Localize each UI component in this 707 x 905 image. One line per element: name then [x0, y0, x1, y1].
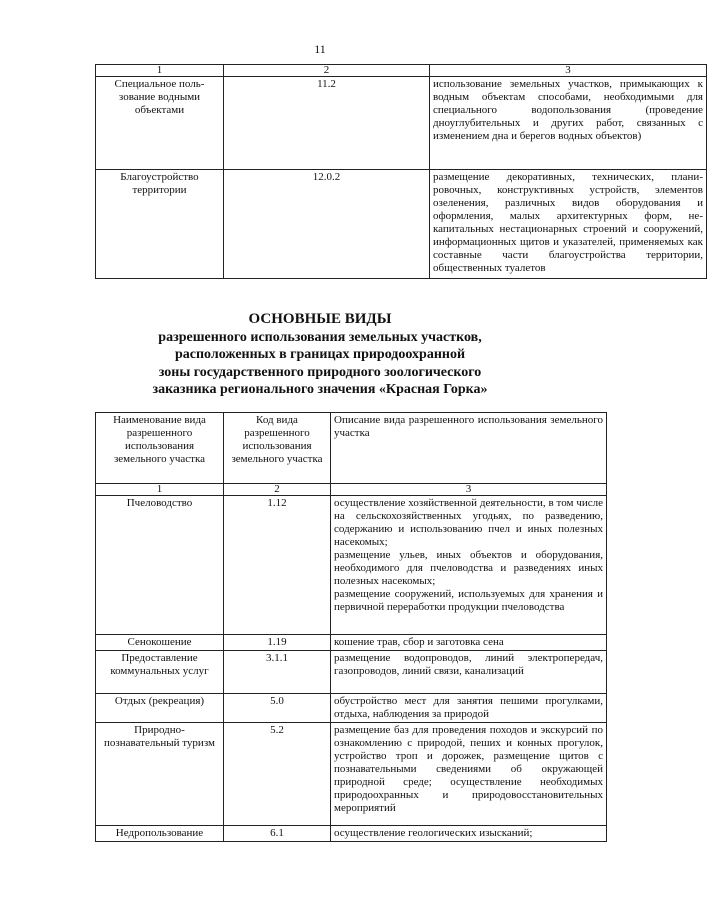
use-type-code: 12.0.2 [224, 170, 430, 279]
use-type-description: осуществление геологических изысканий; [331, 826, 607, 842]
description-paragraph: размещение ульев, иных объектов и оборудования, необходимого для пчеловодства и разведениях иных полезных насекомых; [334, 549, 603, 587]
heading-line: расположенных в границах природоохранной [174, 347, 466, 362]
column-number-row [96, 65, 707, 77]
use-type-name: Пчеловодство [96, 496, 224, 635]
use-type-code: 6.1 [224, 826, 331, 842]
table-header-row [96, 413, 607, 484]
page-number: 11 [314, 42, 326, 56]
use-type-name: Благоустройство территории [96, 170, 224, 279]
column-number: 3 [331, 484, 607, 496]
table-row [96, 635, 607, 651]
table-row [96, 723, 607, 826]
use-type-code: 3.1.1 [224, 651, 331, 694]
table-row [96, 77, 707, 170]
heading-line: разрешенного использования земельных участков, [158, 329, 482, 345]
use-type-name: Специальное пользование водными объектами [96, 77, 224, 170]
column-number: 2 [224, 65, 430, 77]
land-use-table-continued [95, 64, 707, 279]
column-number: 3 [430, 65, 707, 77]
use-type-description: размещение декоративных, технических, планировочных, конструктивных устройств, элементов озеленения, различных видов оборудования и оформления, малых архитектурных форм, некапитальных нестационарных строений и сооружений, информационных щитов и указателей, применяемых как составные части благоустройства территории, общественных туалетов [430, 170, 707, 279]
header-name: Наименование вида разрешенного использования земельного участка [96, 413, 224, 484]
table-row [96, 496, 607, 635]
header-description: Описание вида разрешенного использования земельного участка [331, 413, 607, 484]
section-heading [0, 311, 640, 399]
heading-line: зоны государственного природного зоологического [158, 364, 482, 380]
heading-line: заказника регионального значения «Красная Горка» [152, 382, 488, 397]
use-type-code: 11.2 [224, 77, 430, 170]
description-paragraph: осуществление хозяйственной деятельности, в том числе на сельскохозяйственных угодьях, по разведению, содержанию и использованию пчел и иных полезных насекомых; [334, 497, 603, 548]
use-type-name: Природно-познавательный туризм [96, 723, 224, 826]
table-row [96, 694, 607, 723]
table-row [96, 170, 707, 279]
use-type-name: Сенокошение [96, 635, 224, 651]
use-type-description [331, 496, 607, 635]
use-type-code: 1.19 [224, 635, 331, 651]
table-row [96, 651, 607, 694]
heading-title: ОСНОВНЫЕ ВИДЫ [248, 311, 392, 327]
column-number: 2 [224, 484, 331, 496]
use-type-description: размещение водопроводов, линий электропередач, газопроводов, линий связи, канализаций [331, 651, 607, 694]
use-type-code: 1.12 [224, 496, 331, 635]
use-type-description: обустройство мест для занятия пешими прогулками, отдыха, наблюдения за природой [331, 694, 607, 723]
use-type-description: кошение трав, сбор и заготовка сена [331, 635, 607, 651]
use-type-description: размещение баз для проведения походов и экскурсий по ознакомлению с природой, пеших и конных прогулок, устройство троп и дорожек, размещение щитов с познавательными сведениями об окружающей природной среде; осуществление необходимых природоохранных и природовосстановительных мероприятий [331, 723, 607, 826]
column-number: 1 [96, 484, 224, 496]
use-type-name: Недропользование [96, 826, 224, 842]
use-type-name: Отдых (рекреация) [96, 694, 224, 723]
use-type-description: использование земельных участков, примыкающих к водным объектам способами, необходимыми для специального водопользования (проведение дноуглубительных и других работ, связанных с изменением дна и берегов водных объектов) [430, 77, 707, 170]
use-type-code: 5.2 [224, 723, 331, 826]
description-paragraph: размещение сооружений, используемых для хранения и первичной переработки продукции пчеловодства [334, 588, 603, 613]
header-code: Код вида разрешенного использования земельного участка [224, 413, 331, 484]
use-type-name: Предоставление коммунальных услуг [96, 651, 224, 694]
column-number-row [96, 484, 607, 496]
use-type-code: 5.0 [224, 694, 331, 723]
table-row [96, 826, 607, 842]
column-number: 1 [96, 65, 224, 77]
main-land-use-types-table [95, 412, 607, 842]
